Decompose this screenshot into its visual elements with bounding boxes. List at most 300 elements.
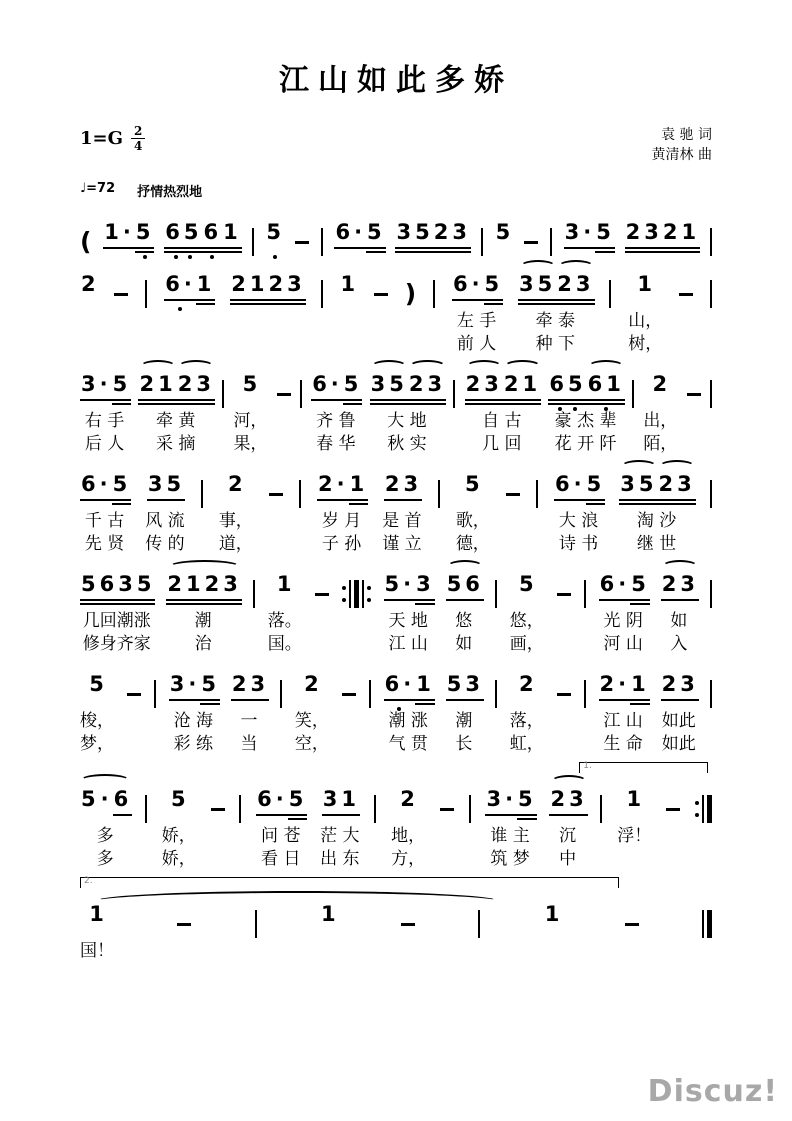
note-segment xyxy=(138,370,177,398)
dash xyxy=(269,493,283,496)
repeat-dot xyxy=(367,586,371,590)
lyric-verse1: 地， xyxy=(391,826,426,846)
note-unit xyxy=(617,785,651,871)
note-group xyxy=(334,218,386,246)
note-group xyxy=(320,900,338,928)
note-text: 21 xyxy=(139,372,177,396)
octave-dot xyxy=(210,255,214,259)
beam-line xyxy=(517,814,537,816)
dash xyxy=(342,693,356,696)
credits xyxy=(652,125,712,165)
dash xyxy=(401,923,415,926)
beam-line xyxy=(599,699,631,701)
repeat-sign xyxy=(695,795,712,823)
note-text: 21 xyxy=(503,372,542,396)
octave-dots xyxy=(164,255,202,259)
lyric-verse2: 筑 梦 xyxy=(490,849,530,869)
note-unit xyxy=(80,670,114,756)
note-text: 35 xyxy=(370,372,408,396)
beam-line xyxy=(203,247,223,249)
note-group xyxy=(103,218,155,246)
note-segment xyxy=(630,570,651,598)
note-segment xyxy=(200,670,221,698)
beam-line xyxy=(587,403,625,405)
dash xyxy=(557,593,571,596)
note-segment xyxy=(517,785,538,813)
lyric-verse1: 事， xyxy=(218,511,253,531)
lyric-verse2: 空， xyxy=(294,734,329,754)
barline xyxy=(495,580,497,608)
note-group xyxy=(599,670,648,698)
beam-line xyxy=(415,699,435,701)
lyric-verse2: 方， xyxy=(391,849,426,869)
note-segment xyxy=(230,270,306,298)
dash xyxy=(114,293,128,296)
beam-line xyxy=(112,403,132,405)
note-unit xyxy=(548,370,625,456)
note-group xyxy=(322,785,358,813)
beam-line xyxy=(80,499,112,501)
repeat-dot xyxy=(342,598,346,602)
note-segment xyxy=(518,270,557,298)
barline xyxy=(321,228,323,256)
lyric-verse2: 河 山 xyxy=(603,634,643,654)
lyric-verse1: 茫 大 xyxy=(320,826,360,846)
notes-row xyxy=(80,260,712,356)
note-segment xyxy=(113,785,134,813)
note-unit xyxy=(495,218,513,246)
lyric-verse1: 江 山 xyxy=(603,711,643,731)
lyric-verse2: 树， xyxy=(628,334,663,354)
note-unit xyxy=(446,670,482,756)
lyric-verse2: 当 xyxy=(240,734,258,754)
note-unit xyxy=(103,218,155,246)
note-group xyxy=(339,270,360,298)
parenthesis: ( xyxy=(80,227,92,256)
barline xyxy=(280,680,282,708)
barline xyxy=(145,795,147,823)
note-text: 2· xyxy=(599,672,631,696)
note-text: 61 xyxy=(587,372,625,396)
note-text: 23 xyxy=(384,472,423,496)
repeat-dot xyxy=(342,586,346,590)
note-unit xyxy=(384,570,433,656)
note-text: 3 xyxy=(416,572,435,596)
barline xyxy=(478,910,480,938)
beam-line xyxy=(370,399,408,401)
beam-line xyxy=(343,403,363,405)
note-segment xyxy=(80,470,113,498)
note-text: 5 xyxy=(89,672,108,696)
note-text: 5 xyxy=(288,787,308,811)
note-unit xyxy=(317,470,369,556)
barline xyxy=(584,680,586,708)
repeat-dots xyxy=(367,586,371,602)
note-text: 5 xyxy=(631,572,650,596)
octave-dot xyxy=(558,407,562,411)
note-text: 2123 xyxy=(231,272,306,296)
score xyxy=(80,208,712,963)
beam-line xyxy=(465,403,503,405)
lyric-verse1: 谁 主 xyxy=(490,826,530,846)
note-segment xyxy=(276,570,297,598)
dash xyxy=(687,393,701,396)
note-group xyxy=(317,470,369,498)
beam-line xyxy=(517,818,537,820)
note-segment xyxy=(80,370,113,398)
lyric-verse2: 国。 xyxy=(267,634,302,654)
note-text: 1 xyxy=(223,220,242,244)
note-unit xyxy=(446,570,482,656)
lyric-verse1: 梭， xyxy=(80,711,114,731)
lyric-verse2: 生 命 xyxy=(603,734,643,754)
note-unit xyxy=(265,218,286,246)
note-group xyxy=(625,218,701,246)
beam-line xyxy=(164,299,196,301)
beam-line xyxy=(166,599,241,601)
note-group xyxy=(80,270,98,298)
note-text: 35 xyxy=(519,272,557,296)
note-segment xyxy=(446,670,485,698)
note-segment xyxy=(625,218,701,246)
lyric-verse1: 潮 涨 xyxy=(388,711,428,731)
beam-line xyxy=(113,814,133,816)
note-text: 3· xyxy=(169,672,201,696)
beam-line xyxy=(395,251,470,253)
note-group xyxy=(446,570,482,598)
note-segment xyxy=(625,785,646,813)
dash xyxy=(295,241,309,244)
note-group xyxy=(599,570,648,598)
note-group xyxy=(399,785,417,813)
beam-line xyxy=(196,303,216,305)
beam-line xyxy=(177,403,215,405)
lyric-verse2: 画， xyxy=(509,634,544,654)
note-text: 5 xyxy=(201,672,220,696)
beam-line xyxy=(661,599,699,601)
beam-line xyxy=(230,299,305,301)
lyric-verse1: 淘 沙 xyxy=(636,511,677,531)
note-group xyxy=(661,670,697,698)
lyric-verse2: 多 xyxy=(96,849,114,869)
notes-row xyxy=(80,560,712,656)
note-group xyxy=(147,470,186,498)
parenthesis: ) xyxy=(404,279,417,308)
note-text: 1 xyxy=(196,272,216,296)
dash-note xyxy=(524,218,538,244)
note-group xyxy=(384,470,423,498)
note-segment xyxy=(80,785,101,813)
note-unit xyxy=(599,570,648,656)
note-group xyxy=(384,670,433,698)
beam-line xyxy=(317,499,349,501)
note-text: 6· xyxy=(599,572,631,596)
dash-note xyxy=(679,270,693,296)
note-text: 6· xyxy=(384,672,416,696)
ending-label: 2. xyxy=(84,876,93,886)
note-segment xyxy=(80,570,156,598)
note-text: 23 xyxy=(465,372,503,396)
lyric-verse1: 悠 xyxy=(455,611,473,631)
music-system xyxy=(80,760,712,871)
note-text: 23 xyxy=(661,672,699,696)
barline xyxy=(300,380,302,408)
music-system xyxy=(80,875,712,963)
lyric-verse1: 笑， xyxy=(294,711,329,731)
meta-row xyxy=(80,125,712,165)
beam-line xyxy=(147,499,185,501)
barline xyxy=(253,580,255,608)
beam-line xyxy=(630,599,650,601)
note-text: 5 xyxy=(242,372,262,396)
lyric-verse2: 彩 练 xyxy=(173,734,214,754)
note-text: 23 xyxy=(408,372,447,396)
barline xyxy=(321,280,323,308)
dash-note xyxy=(315,570,329,596)
composer-credit: 黄清林 曲 xyxy=(651,147,712,163)
note-segment xyxy=(80,270,101,298)
music-system xyxy=(80,460,712,556)
note-unit xyxy=(219,470,253,556)
lyric-verse2: 中 xyxy=(559,849,577,869)
note-segment xyxy=(415,570,436,598)
beam-line xyxy=(177,399,215,401)
beam-line xyxy=(231,699,269,701)
note-segment xyxy=(164,218,203,246)
notes-row xyxy=(80,460,712,556)
note-segment xyxy=(619,470,658,498)
beam-line xyxy=(384,499,422,501)
note-text: 1 xyxy=(349,472,369,496)
note-segment xyxy=(661,570,700,598)
note-unit xyxy=(320,900,338,963)
note-group xyxy=(164,270,216,298)
lyric-verse1: 是 首 xyxy=(382,511,422,531)
barline xyxy=(222,380,224,408)
music-system xyxy=(80,260,712,356)
beam-line xyxy=(384,699,416,701)
note-group xyxy=(465,370,542,398)
dash xyxy=(374,293,388,296)
dash-note xyxy=(374,270,388,296)
note-segment xyxy=(518,570,539,598)
dash xyxy=(440,808,454,811)
bar-thin xyxy=(702,910,704,938)
beam-line xyxy=(518,303,556,305)
note-unit xyxy=(166,570,242,656)
lyric-verse1: 问 苍 xyxy=(261,826,301,846)
note-text: 1 xyxy=(89,902,108,926)
beam-line xyxy=(484,303,504,305)
octave-dot xyxy=(174,255,178,259)
bar-thin xyxy=(362,580,364,608)
barline xyxy=(536,480,538,508)
beam-line xyxy=(166,603,241,605)
note-unit xyxy=(320,785,359,871)
beam-line xyxy=(599,599,631,601)
note-text: 31 xyxy=(322,787,360,811)
note-group xyxy=(518,670,536,698)
note-segment xyxy=(630,670,651,698)
repeat-dots xyxy=(695,801,699,817)
slur-arc xyxy=(588,360,624,373)
note-segment xyxy=(288,785,309,813)
lyric-verse1: 落。 xyxy=(267,611,302,631)
note-segment xyxy=(485,785,518,813)
barline xyxy=(252,228,254,256)
barline xyxy=(710,580,712,608)
barline xyxy=(609,280,611,308)
beam-line xyxy=(203,251,223,253)
note-text: 2· xyxy=(318,472,349,496)
barline xyxy=(145,280,147,308)
dash-note xyxy=(277,370,291,396)
note-segment xyxy=(112,370,133,398)
note-text: 23 xyxy=(177,372,215,396)
note-segment xyxy=(265,218,286,246)
beam-line xyxy=(587,399,625,401)
lyric-verse2: 修身齐家 xyxy=(82,634,151,654)
note-text: 5 xyxy=(518,787,537,811)
note-unit xyxy=(256,785,308,871)
beam-line xyxy=(334,247,366,249)
lyric-verse2: 几 回 xyxy=(482,434,522,454)
octave-dot xyxy=(397,707,401,711)
tempo-row xyxy=(80,181,712,200)
note-text: 1 xyxy=(416,672,435,696)
note-segment xyxy=(564,218,597,246)
barline xyxy=(255,910,257,938)
beam-line xyxy=(196,299,216,301)
note-text: 1 xyxy=(626,787,646,811)
beam-line xyxy=(256,814,288,816)
lyric-verse1: 光 阴 xyxy=(603,611,643,631)
note-text: 5 xyxy=(495,220,515,244)
beam-line xyxy=(135,251,155,253)
notes-row xyxy=(80,208,712,256)
note-text: 65 xyxy=(165,220,203,244)
beam-line xyxy=(485,814,517,816)
note-group xyxy=(88,900,106,928)
note-segment xyxy=(415,670,436,698)
beam-line xyxy=(311,399,343,401)
note-text: 5 xyxy=(266,220,286,244)
note-group xyxy=(652,370,670,398)
barline xyxy=(632,380,634,408)
note-group xyxy=(256,785,308,813)
note-segment xyxy=(399,785,420,813)
repeat-dot xyxy=(695,801,699,805)
barline xyxy=(584,580,586,608)
note-unit xyxy=(619,470,696,556)
note-group xyxy=(311,370,363,398)
beam-line xyxy=(408,399,446,401)
note-text: 23 xyxy=(550,787,588,811)
lyric-verse1: 一 xyxy=(240,711,258,731)
note-group xyxy=(230,270,306,298)
lyric-verse1: 沉 xyxy=(559,826,577,846)
music-system xyxy=(80,360,712,456)
note-group xyxy=(464,470,482,498)
beam-line xyxy=(169,699,201,701)
beam-line xyxy=(384,599,416,601)
note-text: 5 xyxy=(170,787,190,811)
note-group xyxy=(625,785,646,813)
lyric-verse2: 治 xyxy=(194,634,212,654)
barline xyxy=(710,680,712,708)
beam-line xyxy=(484,299,504,301)
dash-note xyxy=(557,570,571,596)
lyric-verse1: 千 古 xyxy=(84,511,125,531)
note-unit xyxy=(643,370,677,456)
lyric-verse2: 诗 书 xyxy=(558,534,599,554)
expression-mark: 抒情热烈地 xyxy=(137,185,203,200)
note-text: 2 xyxy=(400,787,419,811)
lyric-verse1: 出， xyxy=(643,411,678,431)
beam-line xyxy=(322,814,360,816)
note-unit xyxy=(510,670,544,756)
beam-line xyxy=(554,499,586,501)
note-text: 6· xyxy=(257,787,288,811)
slur-arc xyxy=(169,560,239,573)
lyric-verse1: 沧 海 xyxy=(173,711,214,731)
lyric-verse1: 右 手 xyxy=(84,411,125,431)
dash xyxy=(524,241,538,244)
beam-line xyxy=(564,247,596,249)
note-segment xyxy=(343,370,364,398)
note-segment xyxy=(164,270,197,298)
note-group xyxy=(88,670,106,698)
beam-line xyxy=(446,699,484,701)
note-segment xyxy=(231,670,270,698)
beam-line xyxy=(415,703,435,705)
octave-dot xyxy=(604,407,608,411)
beam-line xyxy=(366,251,386,253)
note-unit xyxy=(382,470,421,556)
beam-line xyxy=(549,814,587,816)
octave-dots xyxy=(548,407,586,411)
note-text: 2 xyxy=(81,272,100,296)
note-unit xyxy=(452,270,504,356)
lyric-verse1: 大 浪 xyxy=(558,511,599,531)
note-group xyxy=(169,670,218,698)
note-segment xyxy=(599,670,632,698)
lyric-verse1: 歌， xyxy=(455,511,490,531)
note-text: 5635 xyxy=(81,572,156,596)
octave-dots xyxy=(203,255,223,259)
dash xyxy=(277,393,291,396)
note-text: 5 xyxy=(81,787,100,811)
beam-line xyxy=(370,403,408,405)
beam-line xyxy=(408,403,446,405)
note-segment xyxy=(446,570,485,598)
note-group xyxy=(549,785,588,813)
lyric-verse1: 齐 鲁 xyxy=(316,411,356,431)
note-segment xyxy=(103,218,136,246)
lyric-verse1: 如 xyxy=(670,611,688,631)
note-group xyxy=(80,370,132,398)
note-segment xyxy=(303,670,324,698)
note-segment xyxy=(599,570,632,598)
note-unit xyxy=(384,670,433,756)
note-segment xyxy=(484,270,505,298)
dash-note xyxy=(127,670,141,696)
note-segment xyxy=(587,370,626,398)
dash xyxy=(315,593,329,596)
note-group xyxy=(395,218,471,246)
beam-line xyxy=(80,599,155,601)
note-text: 5 xyxy=(484,272,504,296)
